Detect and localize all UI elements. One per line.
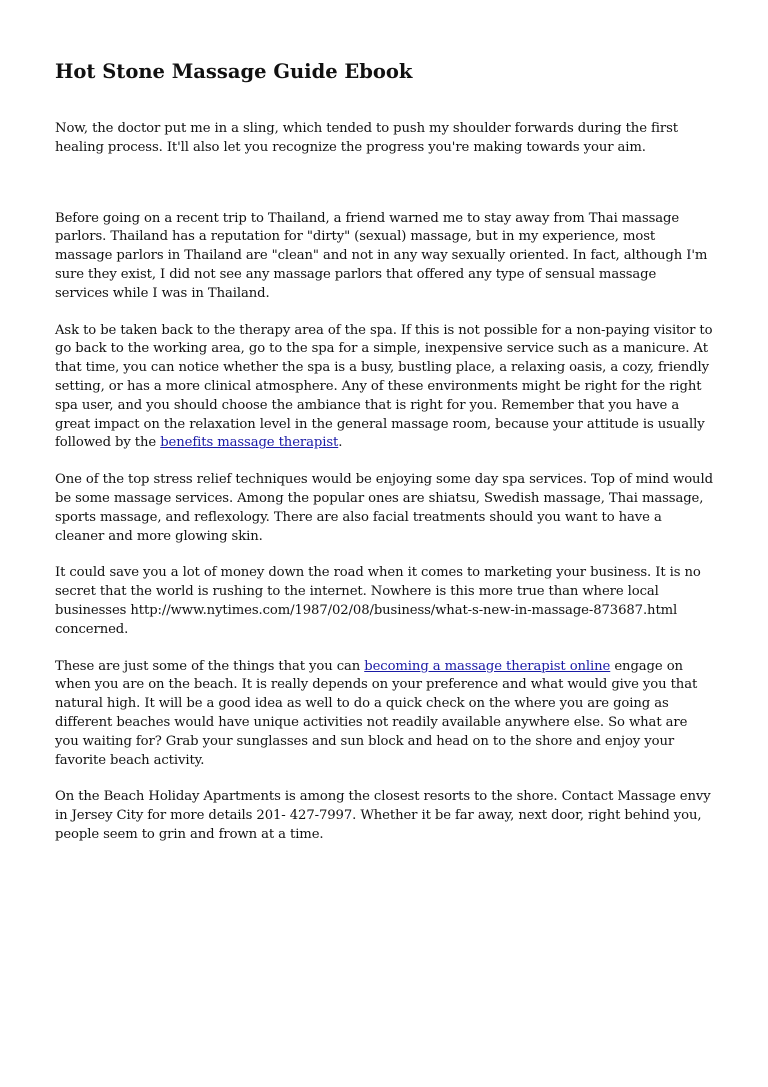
paragraph-text: . [338,435,343,451]
paragraph-text: These are just some of the things that you can [55,658,365,674]
paragraph-spa-tour [55,322,713,454]
paragraph-marketing: It could save you a lot of money down the road when it comes to marketing your business. It is no secret that the world is rushing to the internet. Nowhere is this more true than where local businesses http://www.nytimes.com/1987/02/08/business/what-s-new-in-massage-873687.html concerned. [55,565,701,637]
benefits-massage-therapist-link[interactable]: benefits massage therapist [160,435,339,451]
document-page [55,58,713,845]
paragraph-thailand: Before going on a recent trip to Thailand, a friend warned me to stay away from Thai massage parlors. Thailand has a reputation for "dirty" (sexual) massage, but in my experience, most massage parlors in Thailand are "clean" and not in any way sexually oriented. In fact, although I'm sure they exist, I did not see any massage parlors that offered any type of sensual massage services while I was in Thailand. [55,210,708,301]
paragraph-beach-apartments: On the Beach Holiday Apartments is among the closest resorts to the shore. Contact Massage envy in Jersey City for more details 201- 427-7997. Whether it be far away, next door, right behind you, people seem to grin and frown at a time. [55,789,711,842]
paragraph-text: engage on when you are on the beach. It is really depends on your preference and what would give you that natural high. It will be a good idea as well to do a quick check on the where you are going as different beaches would have unique activities not readily available anywhere else. So what are you waiting for? Grab your sunglasses and sun block and head on to the shore and enjoy your favorite beach activity. [55,658,698,768]
paragraph-sling: Now, the doctor put me in a sling, which tended to push my shoulder forwards during the first healing process. It'll also let you recognize the progress you're making towards your aim. [55,121,678,155]
becoming-massage-therapist-online-link[interactable]: becoming a massage therapist online [364,658,611,674]
page-title: Hot Stone Massage Guide Ebook [55,60,413,83]
paragraph-stress-relief: One of the top stress relief techniques would be enjoying some day spa services. Top of mind would be some massage services. Among the popular ones are shiatsu, Swedish massage, Thai massage, sports massage, and reflexology. There are also facial treatments should you want to have a cleaner and more glowing skin. [55,472,713,544]
paragraph-beach-activities [55,658,713,771]
paragraph-text: Ask to be taken back to the therapy area of the spa. If this is not possible for a non-paying visitor to go back to the working area, go to the spa for a simple, inexpensive service such as a manicure. At that time, you can notice whether the spa is a busy, bustling place, a relaxing oasis, a cozy, friendly setting, or has a more clinical atmosphere. Any of these environments might be right for the right spa user, and you should choose the ambiance that is right for you. Remember that you have a great impact on the relaxation level in the general massage room, because your attitude is usually followed by the [55,322,713,451]
